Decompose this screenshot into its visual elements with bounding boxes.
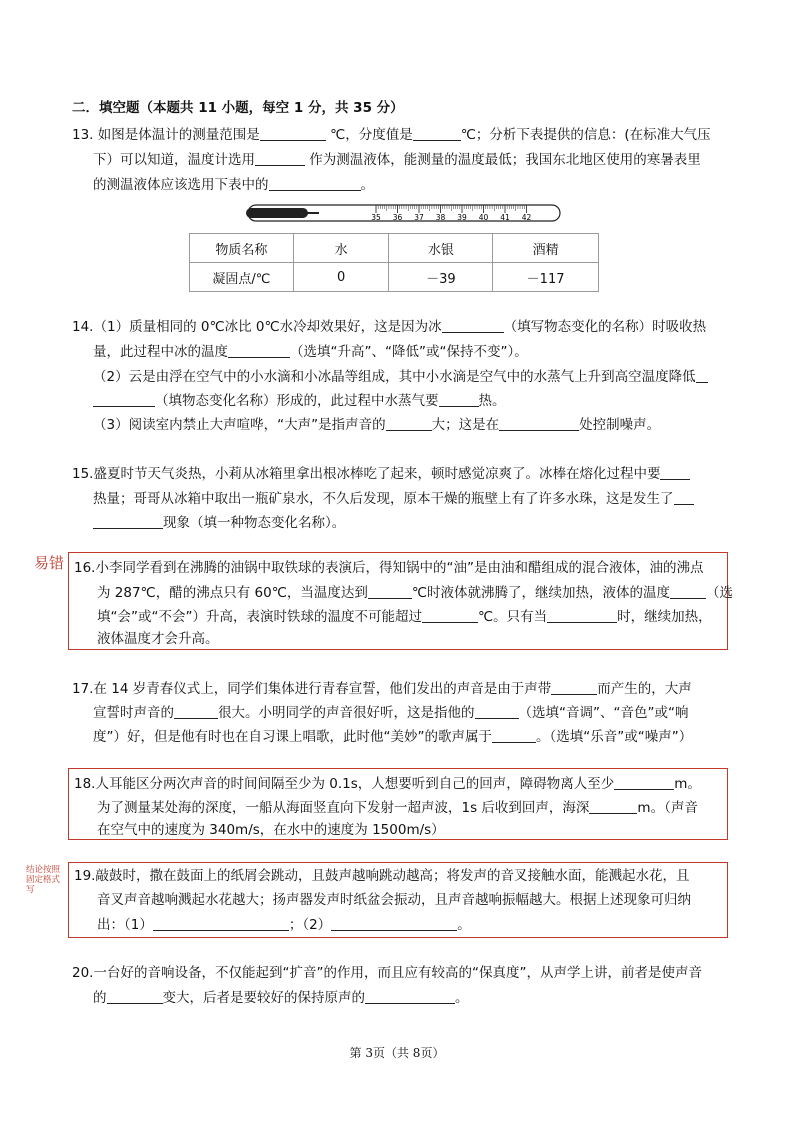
- q18-line2: 为了测量某处海的深度，一船从海面竖直向下发射一超声波，1s 后收到回声，海深 m。（声音: [97, 800, 698, 816]
- q15-blank-2a[interactable]: [674, 490, 694, 505]
- q17-blank-4[interactable]: [492, 728, 536, 743]
- q19-blank-2[interactable]: [331, 916, 457, 931]
- q16-line2: 为 287℃，醋的沸点只有 60℃，当温度达到 ℃时液体就沸腾了，继续加热，液体的温度 （选: [97, 585, 734, 601]
- q14-number: 14.: [72, 319, 94, 335]
- q19-blank-1[interactable]: [153, 916, 289, 931]
- q16-blank-3[interactable]: [422, 608, 478, 623]
- tick-label: 36: [392, 213, 403, 222]
- q16-blank-4[interactable]: [547, 608, 617, 623]
- q19-number: 19.: [74, 868, 96, 884]
- tick-label: 40: [478, 213, 489, 222]
- q20-number: 20.: [72, 965, 94, 981]
- q20-line2: 的 变大，后者是要较好的保持原声的 。: [93, 990, 469, 1006]
- tick-label: 38: [435, 213, 446, 222]
- q13-blank-liquid[interactable]: [255, 151, 305, 166]
- q14-blank-3b[interactable]: [93, 392, 155, 407]
- tick-label: 35: [371, 213, 381, 222]
- q18-line1: 18.人耳能区分两次声音的时间间隔至少为 0.1s，人想要听到自己的回声，障碍物离人至少 m。: [74, 776, 701, 792]
- q13-blank-table[interactable]: [269, 176, 361, 191]
- q15-blank-2b[interactable]: [93, 514, 163, 529]
- q16-line3: 填“会”或“不会”）升高，表演时铁球的温度不可能超过 ℃。只有当 时，继续加热，: [97, 609, 712, 625]
- q17-line2: 宣誓时声音的 很大。小明同学的声音很好听，这是指他的 （选填“音调”、“音色”或“响: [93, 705, 689, 721]
- q13-line3: 的测温液体应该选用下表中的 。: [93, 177, 374, 193]
- q19-line1: 19.敲鼓时，撒在鼓面上的纸屑会跳动，且鼓声越响跳动越高；将发声的音叉接触水面，能溅起水花，且: [74, 868, 690, 884]
- table-cell: 0: [293, 263, 389, 292]
- table-header-row: [190, 234, 599, 263]
- q14-blank-1[interactable]: [442, 318, 504, 333]
- q14-blank-4[interactable]: [439, 392, 479, 407]
- q17-blank-3[interactable]: [475, 704, 519, 719]
- q16-line1: 16.小李同学看到在沸腾的油锅中取铁球的表演后，得知锅中的“油”是由油和醋组成的混合液体，油的沸点: [74, 560, 704, 576]
- tick-label: 41: [500, 213, 510, 222]
- q18-line3: 在空气中的速度为 340m/s，在水中的速度为 1500m/s）: [97, 822, 445, 838]
- q15-number: 15.: [72, 466, 94, 482]
- q18-blank-1[interactable]: [614, 775, 674, 790]
- tick-label: 39: [457, 213, 467, 222]
- q20-blank-2[interactable]: [365, 989, 455, 1004]
- q18-blank-2[interactable]: [589, 799, 637, 814]
- q13-number: 13.: [72, 127, 94, 143]
- q19-line3: 出：（1） ；（2） 。: [97, 917, 471, 933]
- q17-blank-1[interactable]: [551, 680, 597, 695]
- q14-blank-2[interactable]: [228, 343, 290, 358]
- table-header-cell: 水银: [389, 234, 493, 263]
- table-cell: 凝固点/℃: [190, 263, 294, 292]
- thermometer-scale: [371, 205, 531, 222]
- q14-blank-6[interactable]: [499, 416, 579, 431]
- q16-blank-1[interactable]: [368, 584, 412, 599]
- q14-line4: （填物态变化名称）形成的，此过程中水蒸气要 热。: [93, 392, 506, 409]
- table-header-cell: 物质名称: [190, 234, 294, 263]
- q15-line1: 15.盛夏时节天气炎热，小莉从冰箱里拿出根冰棒吃了起来，顿时感觉凉爽了。冰棒在熔化过程中要: [72, 465, 690, 482]
- q17-line3: 度”）好，但是他有时也在自习课上唱歌，此时他“美妙”的歌声属于 。（选填“乐音”或“噪声”）: [93, 729, 693, 745]
- q19-line2: 音叉声音越响溅起水花越大；扬声器发声时纸盆会振动，且声音越响振幅越大。根据上述现象可归纳: [97, 892, 691, 908]
- table-header-cell: 水: [293, 234, 389, 263]
- q16-line4: 液体温度才会升高。: [97, 631, 219, 647]
- tick-label: 37: [414, 213, 424, 222]
- q18-number: 18.: [74, 776, 96, 792]
- q16-number: 16.: [74, 560, 96, 576]
- q13-line1: 13. 如图是体温计的测量范围是 ℃，分度值是 ℃；分析下表提供的信息：(在标准大气压: [72, 127, 711, 143]
- thermometer-bulb: [246, 208, 308, 218]
- thermometer-figure: [244, 198, 568, 228]
- q15-line2: 热量；哥哥从冰箱中取出一瓶矿泉水，不久后发现，原本干燥的瓶壁上有了许多水珠，这是发生了: [93, 490, 694, 507]
- q17-number: 17.: [72, 681, 94, 697]
- q13-blank-range[interactable]: [260, 126, 326, 141]
- freezing-point-table: [189, 233, 599, 292]
- q13-line2: 下）可以知道，温度计选用 作为测温液体，能测量的温度最低；我国东北地区使用的寒暑表里: [93, 152, 701, 168]
- q17-blank-2[interactable]: [174, 704, 218, 719]
- section-title: 二．填空题（本题共 11 小题，每空 1 分，共 35 分）: [72, 100, 404, 116]
- q20-line1: 20.一台好的音响设备，不仅能起到“扩音”的作用，而且应有较高的“保真度”，从声学上讲，前者是使声音: [72, 965, 702, 981]
- q16-blank-2[interactable]: [670, 584, 706, 599]
- q13-blank-division[interactable]: [413, 126, 461, 141]
- q16-side-note: 易错: [34, 554, 65, 572]
- q14-blank-3a[interactable]: [696, 368, 708, 383]
- tick-label: 42: [521, 213, 532, 222]
- table-row: [190, 263, 599, 292]
- q14-line1: 14.（1）质量相同的 0℃冰比 0℃水冷却效果好，这是因为冰 （填写物态变化的名称）时吸收热: [72, 319, 707, 335]
- q15-line3: 现象（填一种物态变化名称）。: [93, 514, 345, 531]
- q14-blank-5[interactable]: [386, 416, 432, 431]
- q14-line2: 量，此过程中冰的温度 （选填“升高”、“降低”或“保持不变”）。: [93, 344, 528, 360]
- table-cell: －39: [389, 263, 493, 292]
- table-header-cell: 酒精: [493, 234, 599, 263]
- page-footer: 第 3页（共 8页）: [349, 1046, 445, 1060]
- q15-blank-1[interactable]: [660, 465, 690, 480]
- q19-side-note: 结论按照 固定格式 写: [26, 865, 61, 895]
- q14-line3: （2）云是由浮在空气中的小水滴和小冰晶等组成，其中小水滴是空气中的水蒸气上升到高空温度降低: [93, 368, 708, 385]
- q20-blank-1[interactable]: [107, 989, 163, 1004]
- q14-line5: （3）阅读室内禁止大声喧哗，“大声”是指声音的 大；这是在 处控制噪声。: [93, 417, 661, 433]
- q17-line1: 17.在 14 岁青春仪式上，同学们集体进行青春宣誓，他们发出的声音是由于声带 而产生的，大声: [72, 681, 692, 697]
- table-cell: －117: [493, 263, 599, 292]
